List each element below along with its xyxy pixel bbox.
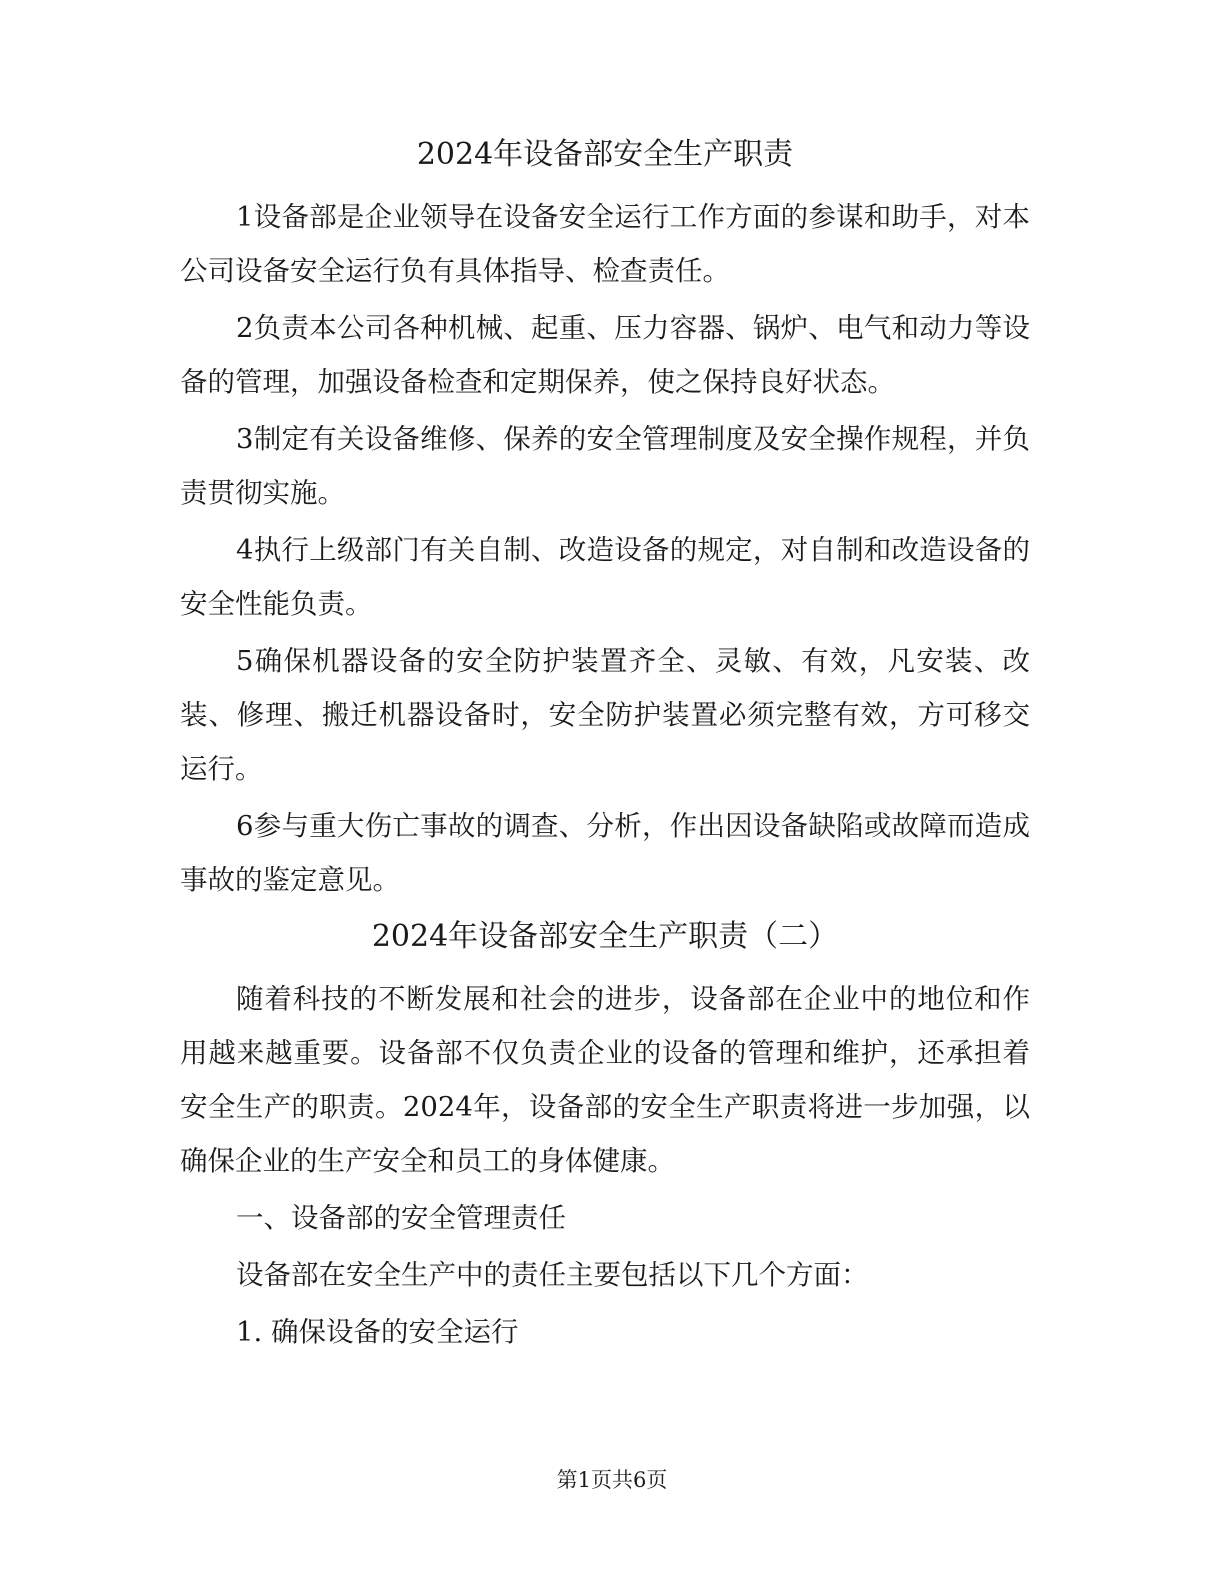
paragraph-1: 1设备部是企业领导在设备安全运行工作方面的参谋和助手，对本公司设备安全运行负有具体指导、检查责任。	[180, 201, 1030, 287]
intro-paragraph: 随着科技的不断发展和社会的进步，设备部在企业中的地位和作用越来越重要。设备部不仅负责企业的设备的管理和维护，还承担着安全生产的职责。2024年，设备部的安全生产职责将进一步加强，以确保企业的生产安全和员工的身体健康。	[180, 983, 1030, 1177]
document-subtitle: 2024年设备部安全生产职责（二）	[371, 919, 839, 954]
paragraph-2: 2负责本公司各种机械、起重、压力容器、锅炉、电气和动力等设备的管理，加强设备检查和定期保养，使之保持良好状态。	[180, 312, 1030, 398]
section-heading: 一、设备部的安全管理责任	[236, 1202, 566, 1234]
document-title: 2024年设备部安全生产职责	[416, 137, 794, 172]
paragraph-5: 5确保机器设备的安全防护装置齐全、灵敏、有效，凡安装、改装、修理、搬迁机器设备时，安全防护装置必须完整有效，方可移交运行。	[180, 645, 1030, 785]
page-number-footer: 第1页共6页	[556, 1468, 668, 1492]
document-body	[180, 128, 1030, 1362]
paragraph-3: 3制定有关设备维修、保养的安全管理制度及安全操作规程，并负责贯彻实施。	[180, 423, 1030, 509]
list-item-heading: 1. 确保设备的安全运行	[236, 1316, 519, 1348]
section-lead-paragraph: 设备部在安全生产中的责任主要包括以下几个方面：	[236, 1259, 869, 1291]
paragraph-6: 6参与重大伤亡事故的调查、分析，作出因设备缺陷或故障而造成事故的鉴定意见。	[180, 810, 1030, 896]
paragraph-4: 4执行上级部门有关自制、改造设备的规定，对自制和改造设备的安全性能负责。	[180, 534, 1030, 620]
